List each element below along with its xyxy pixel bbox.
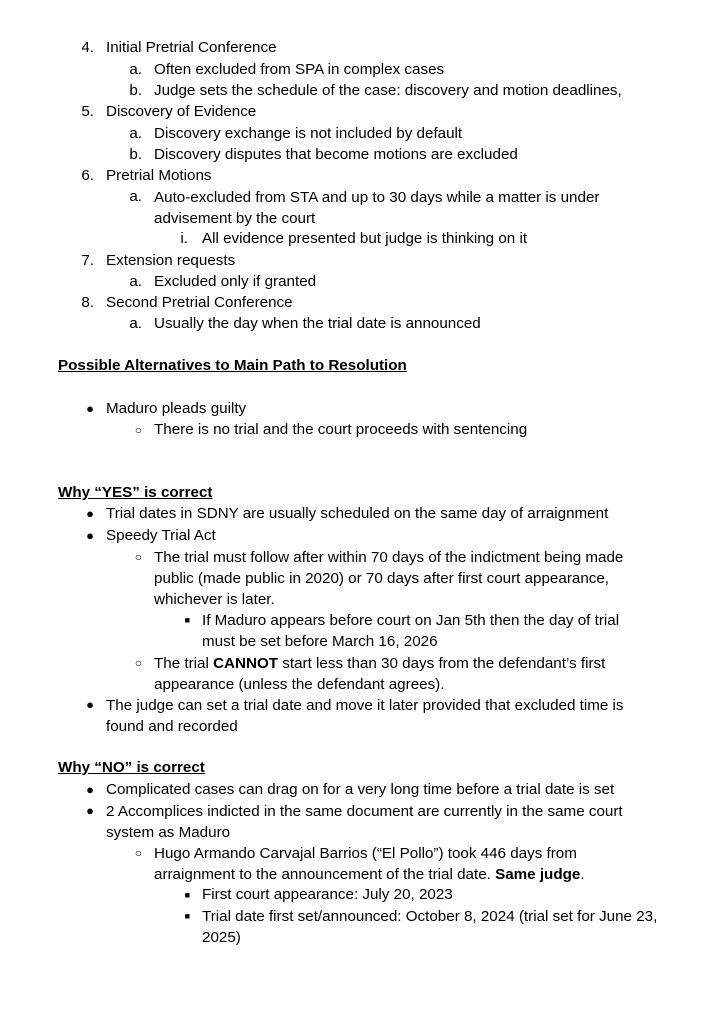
list-marker: i.	[180, 230, 188, 247]
list-item: 2 Accomplices indicted in the same document are currently in the same court system as Maduro	[106, 803, 623, 841]
list-marker: 5.	[81, 103, 94, 120]
square-bullet-icon: ■	[184, 890, 190, 900]
list-item: Trial date first set/announced: October 8, 2024 (trial set for June 23, 2025)	[202, 908, 658, 946]
circle-bullet-icon: ○	[134, 846, 142, 860]
square-bullet-icon: ■	[184, 911, 190, 921]
list-marker: b.	[129, 82, 142, 99]
circle-bullet-icon: ○	[134, 550, 142, 564]
circle-bullet-icon: ○	[134, 423, 142, 437]
list-item: Initial Pretrial Conference	[106, 39, 277, 56]
list-marker: 7.	[81, 252, 94, 269]
circle-bullet-icon: ○	[134, 656, 142, 670]
list-item: There is no trial and the court proceeds with sentencing	[154, 421, 528, 438]
square-bullet-icon: ■	[184, 615, 190, 625]
list-item: Often excluded from SPA in complex cases	[154, 61, 445, 78]
list-item: All evidence presented but judge is thinking on it	[202, 230, 528, 247]
list-marker: b.	[129, 146, 142, 163]
list-item: Speedy Trial Act	[106, 527, 216, 544]
list-item: Maduro pleads guilty	[106, 400, 247, 417]
list-item: Discovery exchange is not included by default	[154, 125, 463, 142]
list-item: The trial must follow after within 70 days of the indictment being made public (made public in 2020) or 70 days after first court appearance, whichever is later.	[154, 549, 624, 608]
list-item: Usually the day when the trial date is announced	[154, 315, 481, 332]
bullet-icon: ●	[86, 401, 94, 416]
section-heading-alternatives: Possible Alternatives to Main Path to Resolution	[58, 357, 407, 374]
bullet-icon: ●	[86, 782, 94, 797]
list-marker: a.	[129, 273, 142, 290]
list-item: Discovery of Evidence	[106, 103, 257, 120]
list-marker: 6.	[81, 167, 94, 184]
list-item: If Maduro appears before court on Jan 5th then the day of trial must be set before March 16, 2026	[202, 612, 620, 650]
list-item: Second Pretrial Conference	[106, 294, 293, 311]
section-heading-yes: Why “YES” is correct	[58, 484, 213, 501]
list-item: Discovery disputes that become motions are excluded	[154, 146, 518, 163]
list-marker: a.	[129, 315, 142, 332]
list-marker: a.	[129, 125, 142, 142]
list-item: Excluded only if granted	[154, 273, 317, 290]
list-marker: 8.	[81, 294, 94, 311]
list-item: Hugo Armando Carvajal Barrios (“El Pollo”) took 446 days from arraignment to the announcement of the trial date. Same judge.	[154, 845, 585, 883]
list-item: Complicated cases can drag on for a very long time before a trial date is set	[106, 781, 615, 798]
bullet-icon: ●	[86, 528, 94, 543]
bullet-icon: ●	[86, 803, 94, 818]
list-item: Extension requests	[106, 252, 236, 269]
list-item: The trial CANNOT start less than 30 days from the defendant’s first appearance (unless the defendant agrees).	[154, 655, 606, 693]
list-marker: 4.	[81, 39, 94, 56]
list-item: The judge can set a trial date and move it later provided that excluded time is found and recorded	[106, 697, 624, 735]
list-item: Judge sets the schedule of the case: discovery and motion deadlines,	[154, 82, 622, 99]
list-item: First court appearance: July 20, 2023	[202, 886, 453, 903]
list-item: Trial dates in SDNY are usually scheduled on the same day of arraignment	[106, 505, 609, 522]
list-item: Auto-excluded from STA and up to 30 days while a matter is under advisement by the court	[154, 189, 600, 227]
section-heading-no: Why “NO” is correct	[58, 759, 205, 776]
bullet-icon: ●	[86, 697, 94, 712]
list-marker: a.	[129, 188, 142, 205]
bullet-icon: ●	[86, 506, 94, 521]
list-marker: a.	[129, 61, 142, 78]
list-item: Pretrial Motions	[106, 167, 212, 184]
